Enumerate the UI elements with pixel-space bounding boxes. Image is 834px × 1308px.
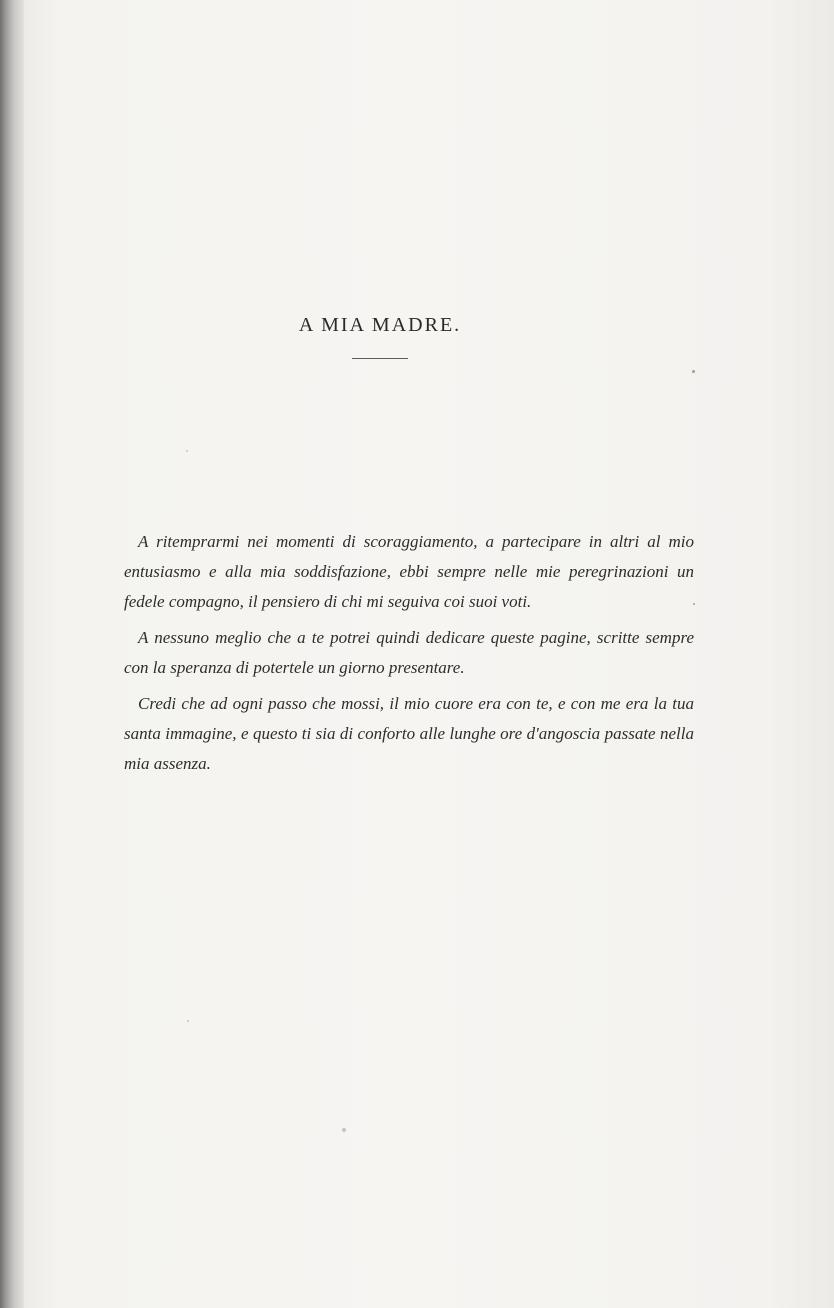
paper-speck	[342, 1128, 346, 1132]
dedication-body	[124, 527, 694, 785]
paragraph: Credi che ad ogni passo che mossi, il mio cuore era con te, e con me era la tua santa immagine, e questo ti sia di conforto alle lunghe ore d'angoscia passate nella mia assenza.	[124, 694, 694, 773]
paragraph: A ritemprarmi nei momenti di scoraggiamento, a partecipare in altri al mio entusiasmo e alla mia soddisfazione, ebbi sempre nelle mie peregrinazioni un fedele compagno, il pensiero di chi mi seguiva coi suoi voti.	[124, 532, 694, 611]
paper-speck	[187, 1020, 189, 1022]
paper-speck	[692, 370, 695, 373]
dedication-title: A MIA MADRE.	[298, 314, 462, 336]
paper-speck	[186, 450, 188, 452]
book-spine-shadow	[0, 0, 24, 1308]
title-rule	[352, 358, 408, 359]
paragraph: A nessuno meglio che a te potrei quindi dedicare queste pagine, scritte sempre con la speranza di potertele un giorno presentare.	[124, 628, 694, 677]
